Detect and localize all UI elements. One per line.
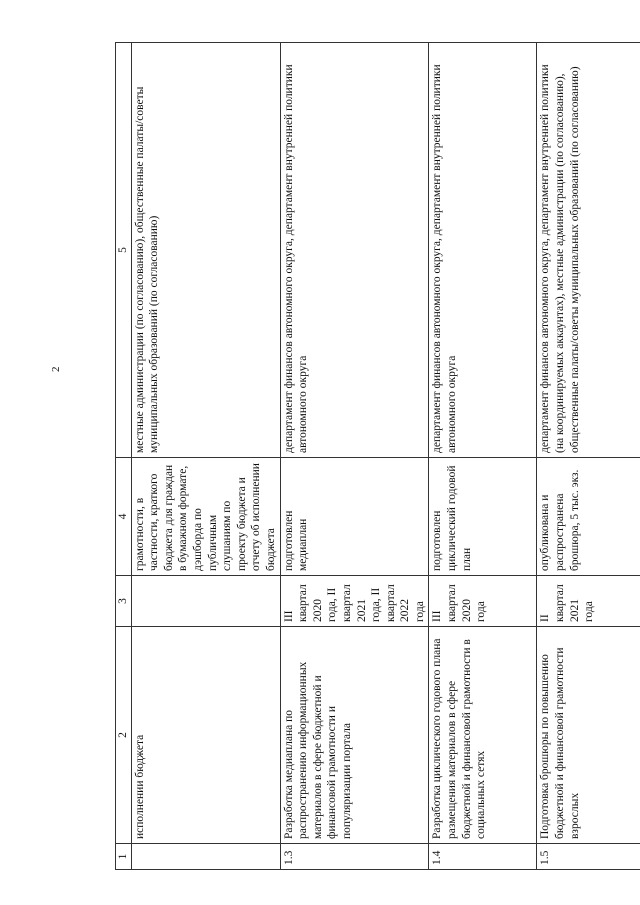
term-cell <box>131 576 280 627</box>
table-row <box>280 43 429 870</box>
executors-cell: департамент финансов автономного округа, департамент внутренней политики автономного округа <box>280 43 429 458</box>
table-row <box>131 43 280 870</box>
executors-cell: департамент финансов автономного округа, департамент внутренней политики (на координируемых аккаунтах), местные администрации (по согласованию), общественные палаты/советы муниципальных образований (по согласованию) <box>537 43 640 458</box>
page-number: 2 <box>50 366 62 372</box>
task-cell: Подготовка брошюры по повышению бюджетной и финансовой грамотности взрослых <box>537 627 640 844</box>
column-header-4: 4 <box>116 458 132 576</box>
column-header-2: 2 <box>116 627 132 844</box>
row-number: 1.5 <box>537 844 640 870</box>
column-header-1: 1 <box>116 844 132 870</box>
table-header-row <box>116 43 132 870</box>
executors-cell: местные администрации (по согласованию), общественные палаты/советы муниципальных образований (по согласованию) <box>131 43 280 458</box>
plan-table-sheet <box>115 43 600 870</box>
term-cell: III квартал 2020 года <box>429 576 537 627</box>
plan-table <box>115 42 640 870</box>
term-cell: III квартал 2020 года, II квартал 2021 года, II квартал 2022 года <box>280 576 429 627</box>
result-cell: грамотности, в частности, краткого бюджета для граждан в бумажном формате, дэшборда по публичным слушаниям по проекту бюджета и отчету об исполнении бюджета <box>131 458 280 576</box>
executors-cell: департамент финансов автономного округа, департамент внутренней политики автономного округа <box>429 43 537 458</box>
task-cell: исполнении бюджета <box>131 627 280 844</box>
result-cell: опубликована и распространена брошюра, 5 тыс. экз. <box>537 458 640 576</box>
term-cell: II квартал 2021 года <box>537 576 640 627</box>
table-row <box>537 43 640 870</box>
column-header-3: 3 <box>116 576 132 627</box>
row-number: 1.4 <box>429 844 537 870</box>
task-cell: Разработка циклического годового плана размещения материалов в сфере бюджетной и финансовой грамотности в социальных сетях <box>429 627 537 844</box>
row-number <box>131 844 280 870</box>
result-cell: подготовлен медиаплан <box>280 458 429 576</box>
column-header-5: 5 <box>116 43 132 458</box>
result-cell: подготовлен циклический годовой план <box>429 458 537 576</box>
task-cell: Разработка медиаплана по распространению информационных материалов в сфере бюджетной и финансовой грамотности и популяризации портала <box>280 627 429 844</box>
row-number: 1.3 <box>280 844 429 870</box>
table-row <box>429 43 537 870</box>
